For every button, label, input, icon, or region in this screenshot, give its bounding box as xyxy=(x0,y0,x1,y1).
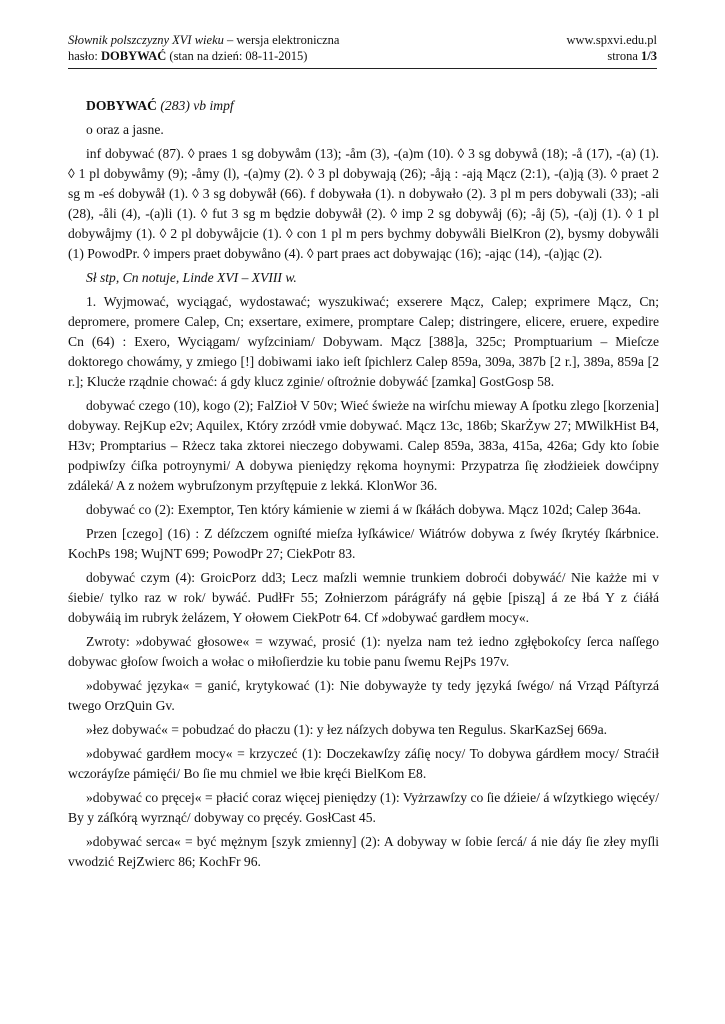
entry-paragraph: »dobywać gardłem mocy« = krzyczeć (1): Doczekawſzy záſię nocy/ To dobywa gárdłem mocy/ Straćił wczoráyſze pámięći/ Bo ſie mu chmiel we łbie kręći BielKom E8. xyxy=(68,746,659,781)
meaning-paragraphs xyxy=(68,292,659,872)
entry-paragraph: »dobywać serca« = być mężnym [szyk zmienny] (2): A dobyway w ſobie ſercá/ á nie dáy ſie złey myſli vwodzić RejZwierc 86; KochFr 96. xyxy=(68,834,659,869)
entry-paragraph: dobywać czego (10), kogo (2); FalZioł V 50v; Wieć świeże na wirſchu mieway A ſpotku zlego [korzenia] dobyway. RejKup e2v; Aquilex, Który zrzódł vmie dobywać. Mącz 13c, 186b; SkarŻyw 27; MWilkHist B4, H3v; Promptarius – Rżecz taka zktorei nieczego dobywami. Calep 859a, 383a, 415a, 426a; Gdy kto ſobie podpiwſzy ćiſka potroynymi/ A dobywa pieniędzy rękoma hoynymi: Przypatrza ſię złodżieiek dowćipny zdáleká/ A z nożem wybruſzonym przyſtępuie z lekká. KlonWor 36. xyxy=(68,398,659,493)
page-number: strona 1/3 xyxy=(607,49,657,63)
entry-paragraph: »łez dobywać« = pobudzać do płaczu (1): y łez náſzych dobywa ten Regulus. SkarKazSej 669a. xyxy=(86,722,608,737)
header-divider xyxy=(68,68,657,69)
page-header xyxy=(68,32,657,69)
inflection-paragraph: inf dobywać (87). ◊ praes 1 sg dobywåm (13); -åm (3), -(a)m (10). ◊ 3 sg dobywå (18); -å (17), -(a) (1). ◊ 1 pl dobywåmy (9); -åmy (l), -(a)my (2). ◊ 3 pl dobywają (26); -åją : -ają Mącz (2:1), -(a)ją (3). ◊ praet 2 sg m -eś dobywåł (1). ◊ 3 sg dobywåł (66). f dobywała (1). n dobywało (2). 3 pl m pers dobywali (33); -ali (28), -åli (4), -(a)li (1). ◊ fut 3 sg m będzie dobywåł (2). ◊ imp 2 sg dobywåj (6); -åj (5), -(a)j (1). ◊ 1 pl dobywåjmy (1). ◊ 2 pl dobywåjcie (1). ◊ con 1 pl m pers bychmy dobywåli BielKron (2), bysmy dobywåli (1) PowodPr. ◊ impers praet dobywåno (4). ◊ part praes act dobywając (16); -ając (14), -(a)jąc (2). xyxy=(68,146,659,261)
entry-paragraph: Zwroty: »dobywać głosowe« = wzywać, prosić (1): nyelza nam też iedno zgłębokoſcy ſerca naſſego dobywac głoſow ſwoich a wołac o miłoſierdzie ku tobie panu ſwemu RejPs 197v. xyxy=(68,634,659,669)
entry-body xyxy=(68,96,659,876)
entry-paragraph: dobywać co (2): Exemptor, Ten który kámienie w ziemi á w ſkáłách dobywa. Mącz 102d; Calep 364a. xyxy=(86,502,642,517)
entry-paragraph: dobywać czym (4): GroicPorz dd3; Lecz maſzli wemnie trunkiem dobroći dobywáć/ Nie każże mi v śiebie/ tylko raz w rok/ bywáć. PudłFr 55; Zołnierzom párágráfy ná gębie [piszą] á ze łbá Y z ćiáłá dobywáią im rubryk żelázem, Y ołowem CiekPotr 64. Cf »dobywać gardłem mocy«. xyxy=(68,570,659,625)
entry-paragraph: 1. Wyjmować, wyciągać, wydostawać; wyszukiwać; exserere Mącz, Calep; exprimere Mącz, Cn; depromere, promere Calep, Cn; exsertare, eximere, promptare Calep; distringere, elicere, eruere, expedire Cn (64) : Exero, Wyciągam/ wyſzciniam/ Dobywam. Mącz [388]a, 325c; Promptuarium – Mieſcze doktorego chowámy, y zmiego [!] dobiwami iako ieſt ſpichlerz Calep 859a, 309a, 387b [2 r.], 389a, 859a [2 r.]; Klucże rządnie chować: á gdy klucz zginie/ oſtrożnie dobywáć [zamka] GostGosp 58. xyxy=(68,294,659,389)
entry-status: hasło: DOBYWAĆ (stan na dzień: 08-11-2015) xyxy=(68,49,308,63)
headword: DOBYWAĆ xyxy=(86,98,157,113)
entry-vowel-note: o oraz a jasne. xyxy=(86,122,164,137)
sources-line: Sł stp, Cn notuje, Linde XVI – XVIII w. xyxy=(86,270,297,285)
entry-paragraph: Przen [czego] (16) : Z déſzczem ogniſté mieſza łyſkáwice/ Wiátrów dobywa z ſwéy ſkrytéy ſkárbnice. KochPs 198; WujNT 699; PowodPr 27; CiekPotr 83. xyxy=(68,526,659,561)
entry-paragraph: »dobywać co pręcej« = płacić coraz więcej pieniędzy (1): Vyżrzawſzy co ſie dźieie/ á wſzytkiego więcéy/ By y záſkórą wyrznąć/ dobyway co pręcéy. GosłCast 45. xyxy=(68,790,659,825)
entry-headline: DOBYWAĆ (283) vb impf xyxy=(86,98,234,113)
site-url[interactable]: www.spxvi.edu.pl xyxy=(566,33,657,47)
publication-title: Słownik polszczyzny XVI wieku – wersja elektroniczna xyxy=(68,33,340,47)
entry-paragraph: »dobywać języka« = ganić, krytykować (1): Nie dobywayże ty tedy języká ſwégo/ ná Vrząd Páſtyrzá twego OrzQuin Gv. xyxy=(68,678,659,713)
